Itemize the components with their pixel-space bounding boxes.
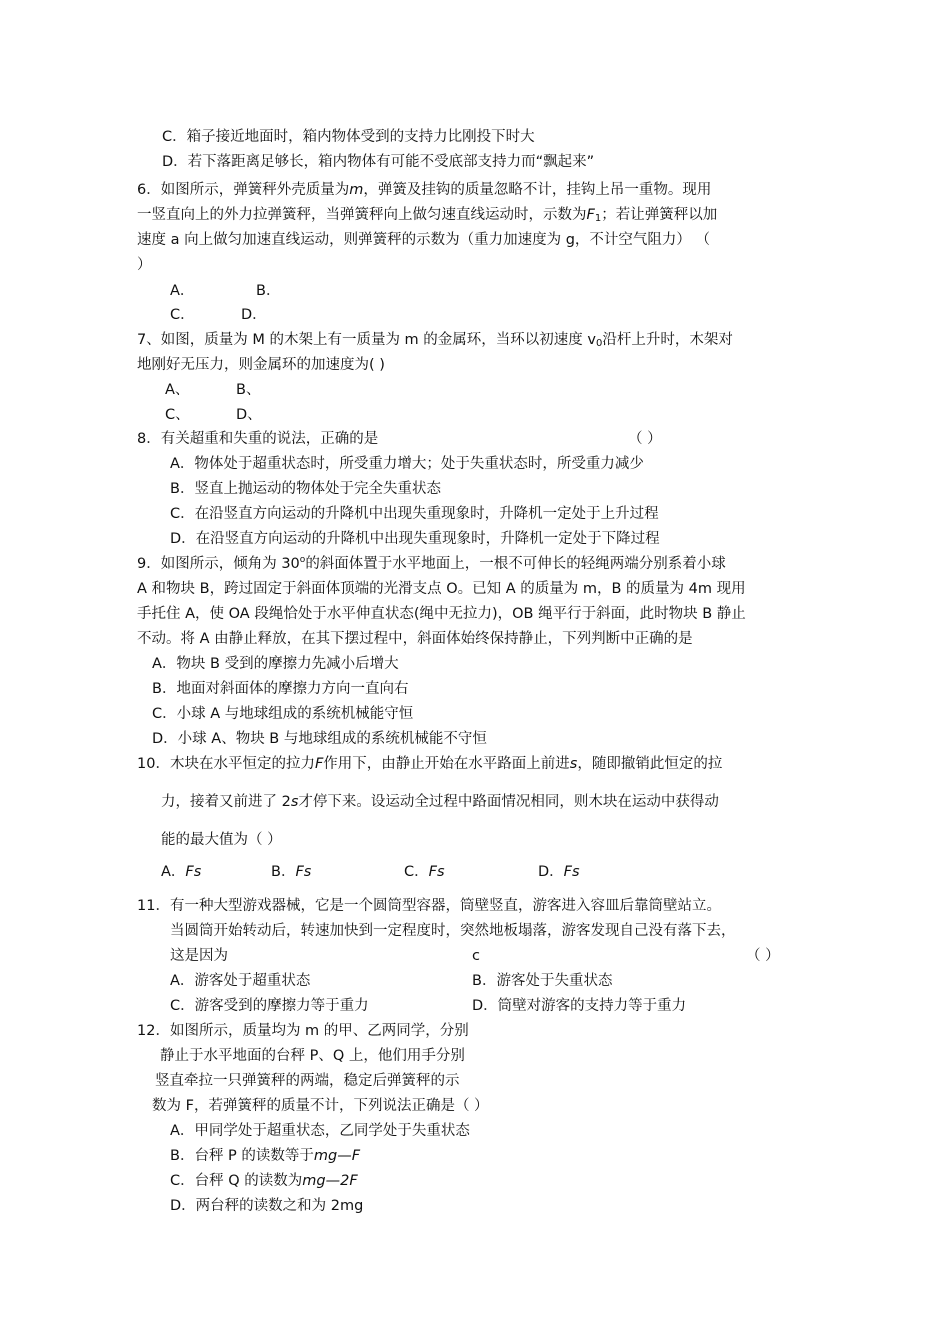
q10-stem-line2: 力，接着又前进了 2s才停下来。设运动全过程中路面情况相同，则木块在运动中获得动: [161, 794, 719, 810]
q8-option-a: A．物体处于超重状态时，所受重力增大；处于失重状态时，所受重力减少: [170, 456, 644, 472]
q9-option-b: B．地面对斜面体的摩擦力方向一直向右: [152, 681, 409, 697]
q10-stem-line3: 能的最大值为（ ）: [161, 832, 282, 848]
q7-option-c: C、: [165, 407, 190, 423]
q6-option-b: B．: [256, 283, 281, 299]
q9-option-d: D．小球 A、物块 B 与地球组成的系统机械能不守恒: [152, 731, 487, 747]
q11-option-d: D．筒壁对游客的支持力等于重力: [472, 998, 687, 1014]
q12-option-c: C．台秤 Q 的读数为mg—2F: [170, 1173, 358, 1189]
q6-option-c: C．: [170, 307, 195, 323]
q10-option-a: A．Fs: [161, 864, 202, 880]
q7-stem-line1: 7、如图，质量为 M 的木架上有一质量为 m 的金属环，当环以初速度 $v_0$沿杆上升时，木架对: [137, 332, 733, 349]
q10-option-d: D．Fs: [538, 864, 580, 880]
q6-option-a: A．: [170, 283, 195, 299]
q10-option-b: B．Fs: [271, 864, 312, 880]
q7-option-d: D、: [236, 407, 262, 423]
q11-answer-paren: （ ）: [746, 948, 780, 964]
q12-option-b: B．台秤 P 的读数等于mg—F: [170, 1148, 361, 1164]
q11-stem-line3: 这是因为: [170, 948, 228, 964]
q11-option-a: A．游客处于超重状态: [170, 973, 311, 989]
q7-option-b: B、: [236, 382, 261, 398]
q9-option-a: A．物块 B 受到的摩擦力先减小后增大: [152, 656, 399, 672]
q8-option-d: D．在沿竖直方向运动的升降机中出现失重现象时，升降机一定处于下降过程: [170, 531, 660, 547]
q9-option-c: C．小球 A 与地球组成的系统机械能守恒: [152, 706, 414, 722]
q12-stem-line2: 静止于水平地面的台秤 P、Q 上，他们用手分别: [160, 1048, 465, 1064]
q12-stem-line4: 数为 F，若弹簧秤的质量不计，下列说法正确是（ ）: [152, 1098, 489, 1114]
q6-stem-line3: 速度 a 向上做匀加速直线运动，则弹簧秤的示数为（重力加速度为 g，不计空气阻力） （: [137, 232, 711, 248]
q8-option-b: B．竖直上抛运动的物体处于完全失重状态: [170, 481, 441, 497]
q8-option-c: C．在沿竖直方向运动的升降机中出现失重现象时，升降机一定处于上升过程: [170, 506, 659, 522]
q11-stem-line1: 11．有一种大型游戏器械，它是一个圆筒型容器，筒壁竖直，游客进入容皿后靠筒壁站立。: [137, 898, 721, 914]
q9-stem-line3: 手托住 A，使 OA 段绳恰处于水平伸直状态(绳中无拉力)，OB 绳平行于斜面，此时物块 B 静止: [137, 606, 746, 622]
q7-stem-line2: 地刚好无压力，则金属环的加速度为( ): [137, 357, 385, 373]
q6-option-d: D．: [241, 307, 267, 323]
q9-stem-line4: 不动。将 A 由静止释放，在其下摆过程中，斜面体始终保持静止，下列判断中正确的是: [137, 631, 693, 647]
q11-option-b: B．游客处于失重状态: [472, 973, 613, 989]
q7-option-a: A、: [165, 382, 190, 398]
q5-option-d: D．若下落距离足够长，箱内物体有可能不受底部支持力而“飘起来”: [162, 154, 595, 170]
q5-option-c: C．箱子接近地面时，箱内物体受到的支持力比刚投下时大: [162, 129, 535, 145]
q6-stem-line4: ）: [137, 257, 152, 273]
q10-stem-line1: 10．木块在水平恒定的拉力F作用下，由静止开始在水平路面上前进s，随即撤销此恒定的拉: [137, 756, 723, 772]
q11-answer-mark: c: [472, 948, 480, 964]
q11-stem-line2: 当圆筒开始转动后，转速加快到一定程度时，突然地板塌落，游客发现自己没有落下去，: [170, 923, 736, 939]
q12-option-a: A．甲同学处于超重状态，乙同学处于失重状态: [170, 1123, 470, 1139]
q9-stem-line2: A 和物块 B，跨过固定于斜面体顶端的光滑支点 O。已知 A 的质量为 m，B 的质量为 4m 现用: [137, 581, 746, 597]
q12-stem-line1: 12．如图所示，质量均为 m 的甲、乙两同学，分别: [137, 1023, 469, 1039]
q11-option-c: C．游客受到的摩擦力等于重力: [170, 998, 369, 1014]
q8-answer-paren: （ ）: [628, 431, 662, 447]
q8-stem: 8．有关超重和失重的说法，正确的是: [137, 431, 379, 447]
q12-stem-line3: 竖直牵拉一只弹簧秤的两端，稳定后弹簧秤的示: [155, 1073, 460, 1089]
q6-stem-line2: 一竖直向上的外力拉弹簧秤，当弹簧秤向上做匀速直线运动时，示数为$F_1$；若让弹簧秤以加: [137, 207, 718, 224]
q12-option-d: D．两台秤的读数之和为 2mg: [170, 1198, 364, 1214]
q9-stem-line1: 9．如图所示，倾角为 30$^o$的斜面体置于水平地面上，一根不可伸长的轻绳两端分别系着小球: [137, 555, 726, 572]
q10-option-c: C．Fs: [404, 864, 445, 880]
q6-stem-line1: 6．如图所示，弹簧秤外壳质量为m，弹簧及挂钩的质量忽略不计，挂钩上吊一重物。现用: [137, 182, 712, 198]
